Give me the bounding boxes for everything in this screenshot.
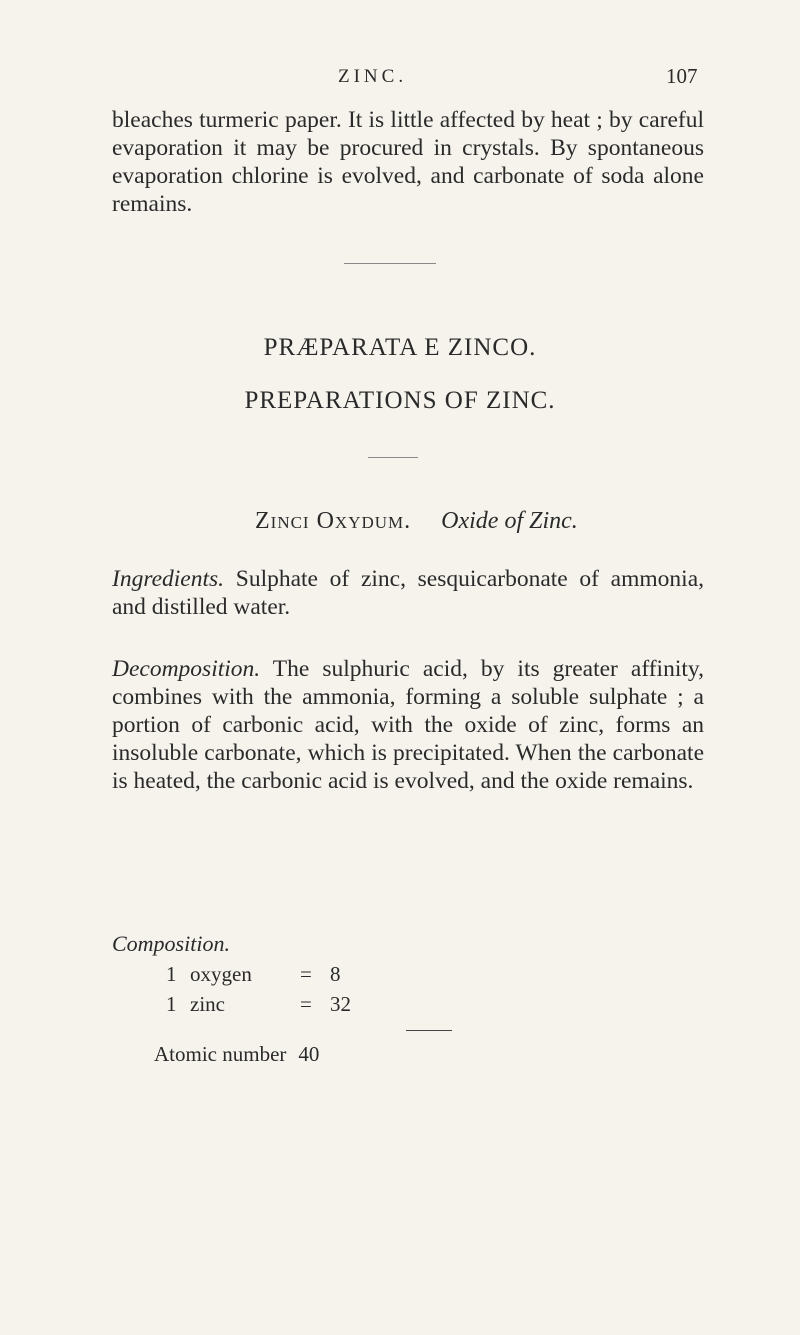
- composition-label: Composition.: [112, 931, 230, 956]
- section-heading-english: PREPARATIONS OF ZINC.: [244, 387, 556, 414]
- atomic-number-line: [154, 1042, 319, 1067]
- composition-row: [166, 992, 351, 1017]
- composition-element: zinc: [190, 992, 225, 1016]
- atomic-number-value: 40: [298, 1042, 320, 1066]
- decomposition-label: Decomposition.: [112, 656, 261, 682]
- running-head: [0, 66, 800, 96]
- section-divider-rule: [344, 263, 436, 264]
- ingredients-text: Sulphate of zinc, sesquicarbonate of ammonia, and distilled water.: [112, 566, 705, 620]
- composition-value: 8: [330, 962, 341, 986]
- running-title: ZINC.: [338, 66, 408, 87]
- page-number: 107: [666, 64, 698, 88]
- entry-latin-name: Zinci Oxydum.: [255, 508, 412, 534]
- decomposition-paragraph: [112, 655, 704, 795]
- ingredients-paragraph: [112, 565, 704, 621]
- sum-rule: [406, 1030, 452, 1031]
- composition-value: 32: [330, 992, 351, 1016]
- ingredients-label: Ingredients.: [112, 566, 225, 592]
- composition-element: oxygen: [190, 962, 252, 986]
- composition-row: [166, 962, 341, 987]
- composition-qty: 1: [166, 962, 177, 986]
- intro-paragraph: bleaches turmeric paper. It is little affected by heat ; by careful evaporation it may be procured in crystals. By spontaneous evaporation chlorine is evolved, and carbonate of soda alone remains.: [112, 107, 704, 217]
- composition-qty: 1: [166, 992, 177, 1016]
- decomposition-text: The sulphuric acid, by its greater affinity, combines with the ammonia, forming a soluble sulphate ; a portion of carbonic acid, with the oxide of zinc, forms an insoluble carbonate, which is precipitated. When the carbonate is heated, the carbonic acid is evolved, and the oxide remains.: [112, 656, 704, 794]
- heading-divider-rule: [368, 457, 418, 458]
- section-heading-latin: PRÆPARATA E ZINCO.: [263, 334, 537, 361]
- atomic-number-label: Atomic number: [154, 1042, 287, 1066]
- composition-equals: =: [300, 962, 312, 986]
- entry-english-name: Oxide of Zinc.: [441, 508, 578, 534]
- composition-equals: =: [300, 992, 312, 1016]
- entry-heading: [255, 508, 578, 535]
